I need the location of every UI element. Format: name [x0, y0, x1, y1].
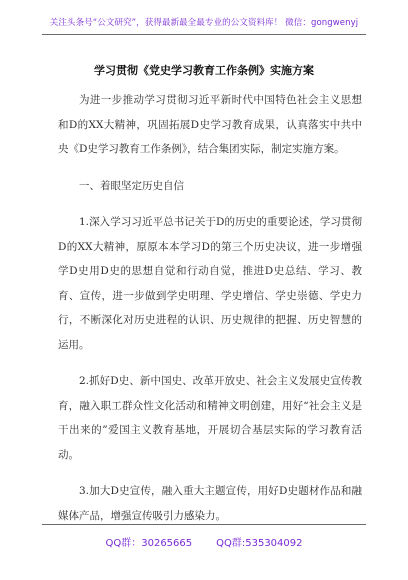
section-heading: 一、着眼坚定历史自信 — [79, 179, 184, 192]
footer — [0, 534, 408, 549]
item-1-paragraph: 1.深入学习习近平总书记关于D的历史的重要论述，学习贯彻D的XX大精神，原原本本学习D的第三个历史决议，进一步增强学D史用D史的思想自觉和行动自觉，推进D史总结、学习、教育、宣传，进一步做到学史明理、学史增信、学史崇德、学史力行，不断深化对历史进程的认识、历史规律的把握、历史智慧的运用。 — [58, 216, 362, 351]
qq-group-1: QQ群：30265665 — [105, 538, 193, 549]
header-divider — [42, 34, 366, 35]
footer-divider — [42, 524, 366, 525]
item-2-paragraph: 2.抓好D史、新中国史、改革开放史、社会主义发展史宣传教育，融入职工群众性文化活动和精神文明创建，用好“社会主义是干出来的”爱国主义教育基地，开展切合基层实际的学习教育活动。 — [58, 375, 362, 461]
promo-header: 关注头条号“公文研究”，获得最新最全最专业的公文资料库！ 微信：gongwenyj — [49, 18, 359, 28]
intro-paragraph: 为进一步推动学习贯彻习近平新时代中国特色社会主义思想和D的XX大精神，巩固拓展D史学习教育成果，认真落实中共中央《D史学习教育工作条例》，结合集团实际，制定实施方案。 — [58, 94, 362, 155]
item-3-paragraph: 3.加大D史宣传，融入重大主题宣传，用好D史题材作品和融媒体产品，增强宣传吸引力感染力。 — [58, 485, 362, 522]
document-title: 学习贯彻《党史学习教育工作条例》实施方案 — [94, 64, 314, 77]
qq-group-2: QQ群:535304092 — [216, 538, 303, 549]
document-body — [58, 88, 362, 528]
